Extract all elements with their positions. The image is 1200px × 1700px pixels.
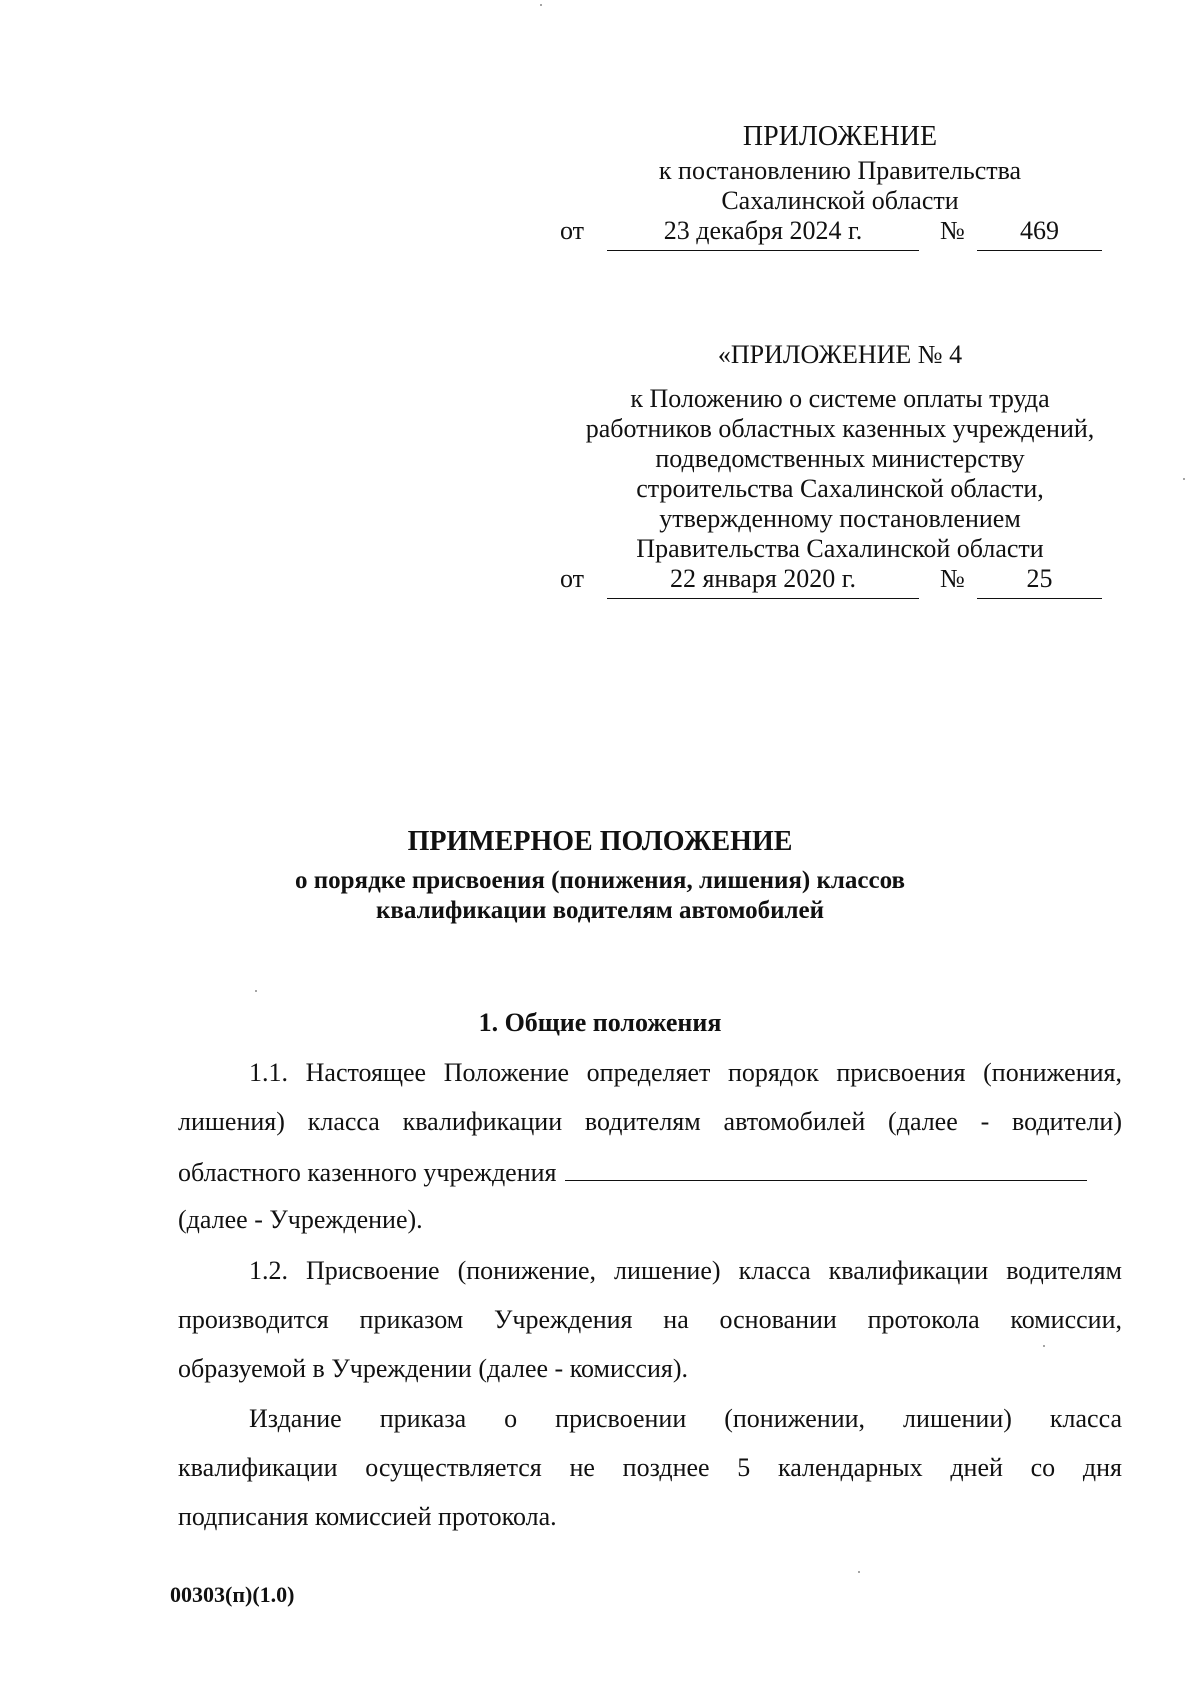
paragraph-line-with-blank (178, 1156, 1122, 1188)
number-sign-label: № (940, 216, 965, 245)
document-subtitle-line: квалификации водителям автомобилей (375, 897, 825, 924)
scan-speck (540, 4, 542, 6)
appendix4-header (560, 340, 1120, 594)
paragraph-line: подписания комиссией протокола. (178, 1502, 557, 1531)
appendix4-date-row (560, 564, 1120, 594)
decree-number: 469 (977, 216, 1102, 251)
appendix-line: к постановлению Правительства (658, 156, 1022, 185)
paragraph-line: 1.2. Присвоение (понижение, лишение) класса квалификации водителям (249, 1256, 1122, 1285)
appendix-title: ПРИЛОЖЕНИЕ (742, 121, 938, 152)
regulation-number: 25 (977, 564, 1102, 599)
paragraph-line: Издание приказа о присвоении (понижении, лишении) класса (249, 1404, 1122, 1433)
fill-in-blank (565, 1156, 1087, 1181)
regulation-date: 22 января 2020 г. (607, 564, 919, 599)
scan-speck (1043, 1345, 1045, 1347)
document-title: ПРИМЕРНОЕ ПОЛОЖЕНИЕ (407, 826, 793, 857)
scan-speck (858, 1571, 860, 1573)
paragraph-line: квалификации осуществляется не позднее 5 календарных дней со дня (178, 1453, 1122, 1482)
number-sign-label: № (940, 564, 965, 593)
document-subtitle-line: о порядке присвоения (понижения, лишения) классов (295, 867, 905, 894)
paragraph-line: 1.1. Настоящее Положение определяет порядок присвоения (понижения, (249, 1058, 1122, 1087)
paragraph-line: производится приказом Учреждения на основании протокола комиссии, (178, 1305, 1122, 1334)
paragraph-line: (далее - Учреждение). (178, 1205, 423, 1234)
appendix4-line: работников областных казенных учреждений, (585, 414, 1095, 443)
appendix-line: Сахалинской области (721, 186, 959, 215)
appendix4-line: утвержденному постановлением (659, 504, 1021, 533)
paragraph-line: лишения) класса квалификации водителям автомобилей (далее - водители) (178, 1107, 1122, 1136)
decree-date: 23 декабря 2024 г. (607, 216, 919, 251)
appendix4-line: строительства Сахалинской области, (636, 474, 1044, 503)
date-from-label: от (560, 216, 585, 245)
appendix4-line: подведомственных министерству (655, 444, 1025, 473)
date-from-label: от (560, 564, 585, 593)
section-heading: 1. Общие положения (478, 1008, 722, 1037)
scan-speck (1183, 478, 1185, 480)
appendix4-title: «ПРИЛОЖЕНИЕ № 4 (717, 340, 963, 369)
appendix-header (560, 122, 1120, 246)
scan-speck (255, 990, 257, 992)
appendix4-line: к Положению о системе оплаты труда (630, 384, 1050, 413)
paragraph-line: образуемой в Учреждении (далее - комиссия). (178, 1354, 688, 1383)
appendix-date-row (560, 216, 1120, 246)
paragraph-line: областного казенного учреждения (178, 1158, 557, 1187)
document-code: 00303(п)(1.0) (170, 1582, 295, 1607)
appendix4-line: Правительства Сахалинской области (636, 534, 1044, 563)
